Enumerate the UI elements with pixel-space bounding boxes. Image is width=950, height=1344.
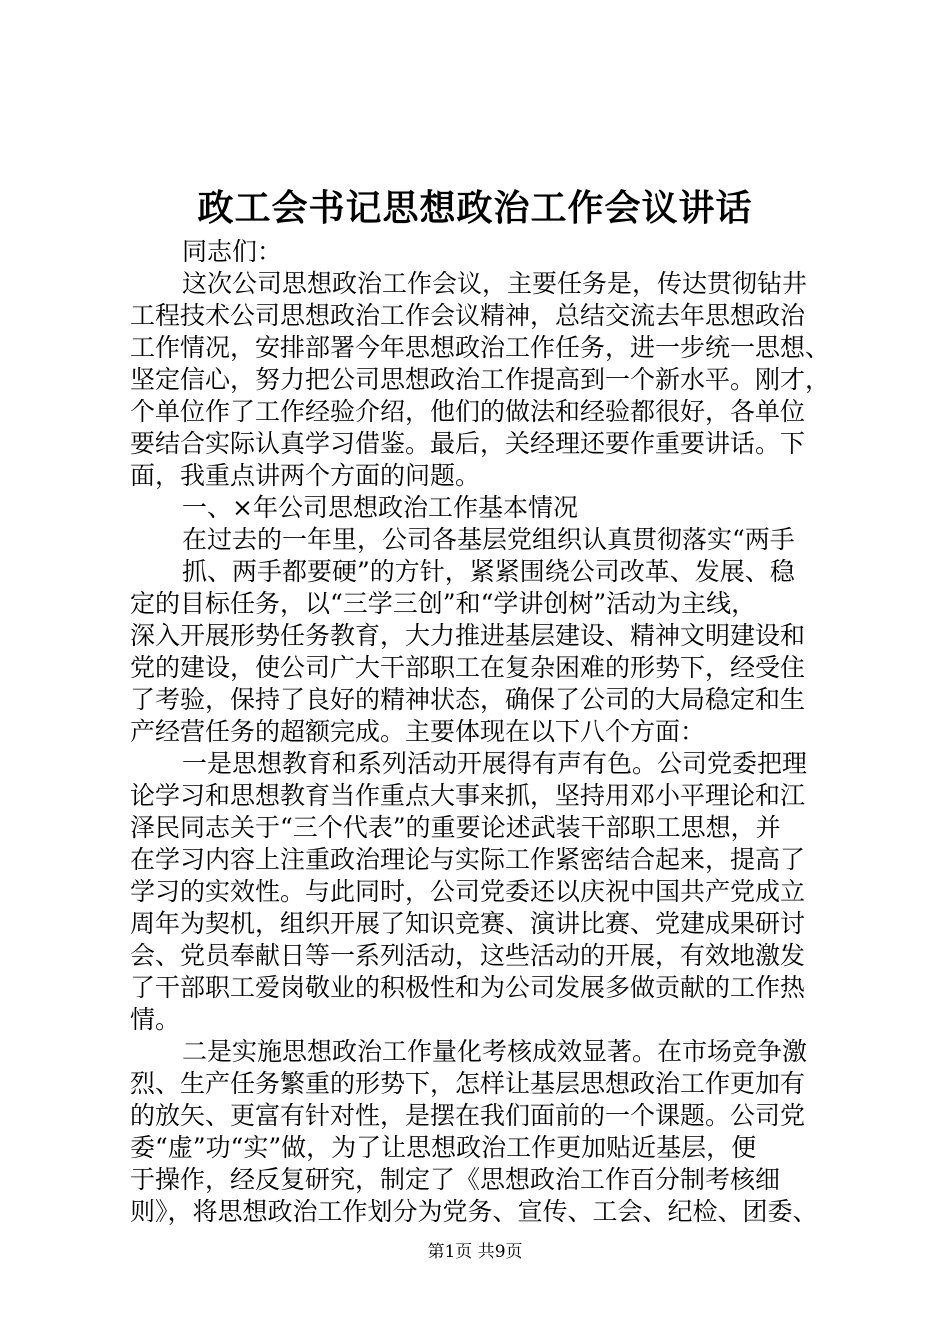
salutation: 同志们： xyxy=(182,237,283,266)
paragraph-line: 烈、生产任务繁重的形势下，怎样让基层思想政治工作更加有 xyxy=(130,1069,806,1098)
paragraph-line: 定的目标任务，以“三学三创”和“学讲创树”活动为主线， xyxy=(130,589,757,618)
document-title: 政工会书记思想政治工作会议讲话 xyxy=(197,187,753,229)
paragraph-line: 个单位作了工作经验介绍，他们的做法和经验都很好，各单位 xyxy=(130,397,806,426)
paragraph-line: 工程技术公司思想政治工作会议精神，总结交流去年思想政治 xyxy=(130,301,806,330)
paragraph-line: 的放矢、更富有针对性，是摆在我们面前的一个课题。公司党 xyxy=(130,1101,806,1130)
paragraph-line: 一是思想教育和系列活动开展得有声有色。公司党委把理 xyxy=(182,749,808,778)
paragraph-line: 深入开展形势任务教育，大力推进基层建设、精神文明建设和 xyxy=(130,621,806,650)
paragraph-line: 情。 xyxy=(130,1005,181,1034)
paragraph-line: 周年为契机，组织开展了知识竞赛、演讲比赛、党建成果研讨 xyxy=(130,909,806,938)
paragraph-line: 在过去的一年里，公司各基层党组织认真贯彻落实“两手 xyxy=(182,525,795,554)
paragraph-line: 工作情况，安排部署今年思想政治工作任务，进一步统一思想、 xyxy=(130,333,831,362)
paragraph-line: 泽民同志关于“三个代表”的重要论述武装干部职工思想，并 xyxy=(130,813,781,842)
paragraph-line: 了考验，保持了良好的精神状态，确保了公司的大局稳定和生 xyxy=(130,685,806,714)
paragraph-line: 抓、两手都要硬”的方针，紧紧围绕公司改革、发展、稳 xyxy=(182,557,795,586)
paragraph-line: 论学习和思想教育当作重点大事来抓，坚持用邓小平理论和江 xyxy=(130,781,806,810)
paragraph-line: 党的建设，使公司广大干部职工在复杂困难的形势下，经受住 xyxy=(130,653,806,682)
paragraph-line: 面，我重点讲两个方面的问题。 xyxy=(130,461,481,490)
paragraph-line: 坚定信心，努力把公司思想政治工作提高到一个新水平。刚才， xyxy=(130,365,831,394)
paragraph-line: 这次公司思想政治工作会议，主要任务是，传达贯彻钻井 xyxy=(182,269,808,298)
paragraph-line: 则》，将思想政治工作划分为党务、宣传、工会、纪检、团委、 xyxy=(130,1197,818,1226)
paragraph-line: 委“虚”功“实”做，为了让思想政治工作更加贴近基层，便 xyxy=(130,1133,757,1162)
paragraph-line: 于操作，经反复研究，制定了《思想政治工作百分制考核细 xyxy=(130,1165,781,1194)
paragraph-line: 产经营任务的超额完成。主要体现在以下八个方面： xyxy=(130,717,706,746)
page-number-footer: 第1页 共9页 xyxy=(427,1242,523,1262)
paragraph-line: 在学习内容上注重政治理论与实际工作紧密结合起来，提高了 xyxy=(130,845,806,874)
paragraph-line: 二是实施思想政治工作量化考核成效显著。在市场竞争激 xyxy=(182,1037,808,1066)
paragraph-line: 会、党员奉献日等一系列活动，这些活动的开展，有效地激发 xyxy=(130,941,806,970)
paragraph-line: 要结合实际认真学习借鉴。最后，关经理还要作重要讲话。下 xyxy=(130,429,806,458)
paragraph-line: 了干部职工爱岗敬业的积极性和为公司发展多做贡献的工作热 xyxy=(130,973,806,1002)
paragraph-line: 学习的实效性。与此同时，公司党委还以庆祝中国共产党成立 xyxy=(130,877,806,906)
section-heading: 一、×年公司思想政治工作基本情况 xyxy=(182,493,578,522)
